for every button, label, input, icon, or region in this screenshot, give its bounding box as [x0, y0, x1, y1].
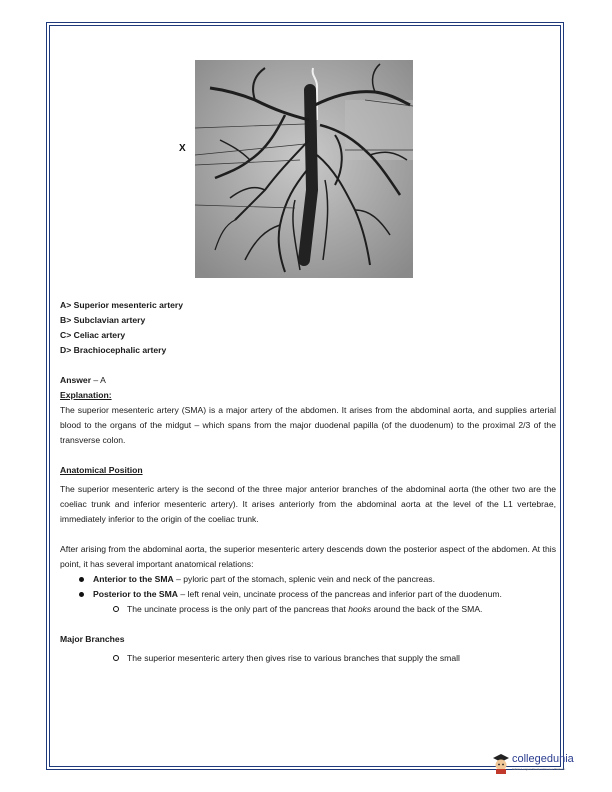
option-c: C> Celiac artery [60, 330, 126, 340]
mascot-icon [492, 752, 510, 774]
bullet-dot [79, 577, 84, 582]
branches-heading: Major Branches [60, 634, 125, 644]
bullet-posterior [60, 587, 556, 602]
option-d: D> Brachiocephalic artery [60, 345, 167, 355]
logo-name: collegedunia [512, 753, 574, 765]
bullet-dot [79, 592, 84, 597]
sub-uncinate-pre: The uncinate process is the only part of the pancreas that [127, 604, 349, 614]
explanation-heading: Explanation: [60, 390, 112, 400]
anatomical-heading: Anatomical Position [60, 465, 143, 475]
sub-bullet-branches [60, 651, 556, 666]
branches-sub-text: The superior mesenteric artery then gives rise to various branches that supply the small [127, 653, 460, 663]
angiogram-image [195, 60, 413, 278]
sub-bullet-uncinate [60, 602, 556, 617]
label-x: X [179, 143, 186, 154]
answer-value: – A [91, 375, 106, 385]
answer-line [60, 373, 556, 388]
bullet-anterior-bold: Anterior to the SMA [93, 574, 174, 584]
answer-label: Answer [60, 375, 92, 385]
document-content [60, 298, 556, 666]
collegedunia-logo [492, 752, 582, 776]
bullet-anterior-text: – pyloric part of the stomach, splenic vein and neck of the pancreas. [173, 574, 435, 584]
explanation-text: The superior mesenteric artery (SMA) is a major artery of the abdomen. It arises from the abdominal aorta, and supplies arterial blood to the organs of the midgut – which spans from the major duodenal papilla (of the duodenum) to the proximal 2/3 of the transverse colon. [60, 405, 556, 445]
option-a: A> Superior mesenteric artery [60, 300, 183, 310]
bullet-posterior-text: – left renal vein, uncinate process of the pancreas and inferior part of the duodenum. [178, 589, 502, 599]
sub-uncinate-post: around the back of the SMA. [371, 604, 483, 614]
sub-uncinate-em: hooks [348, 604, 372, 614]
sub-bullet-ring [113, 606, 119, 612]
logo-tagline: India's Largest Student Review Platform [512, 767, 566, 771]
bullet-anterior [60, 572, 556, 587]
anatomical-para2: After arising from the abdominal aorta, the superior mesenteric artery descends down the posterior aspect of the abdomen. At this point, it has several important anatomical relations: [60, 544, 556, 569]
sub-bullet-ring [113, 655, 119, 661]
anatomical-para1: The superior mesenteric artery is the second of the three major anterior branches of the abdominal aorta (the other two are the coeliac trunk and inferior mesenteric artery). It arises anteriorly from the abdominal aorta at the level of the L1 vertebrae, immediately inferior to the origin of the coeliac trunk. [60, 484, 556, 524]
option-b: B> Subclavian artery [60, 315, 146, 325]
bullet-posterior-bold: Posterior to the SMA [93, 589, 178, 599]
